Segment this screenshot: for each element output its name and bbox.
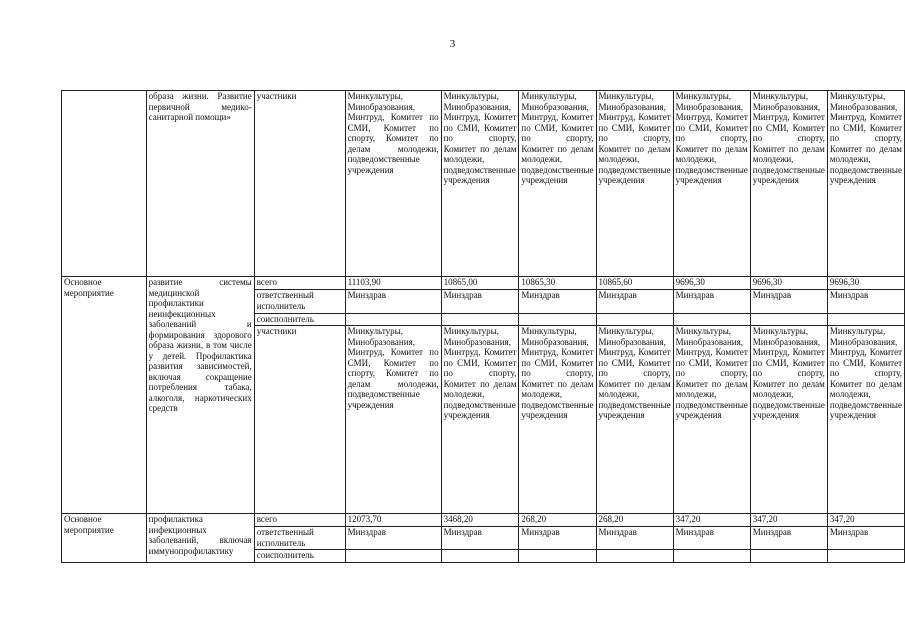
total-value-cell: 10865,00 [441, 277, 519, 290]
measure-description-cell: профилактика инфекционных заболеваний, включая иммунопрофилактику [146, 514, 254, 563]
empty-cell [827, 314, 904, 326]
empty-cell [519, 314, 596, 326]
participants-cell: Минкультуры, Минобразования, Минтруд, Комитет по СМИ, Комитет по спорту, Комитет по делам молодежи, подведомственные учреждения [596, 91, 673, 277]
table-row [62, 514, 905, 527]
empty-cell [441, 550, 519, 563]
measure-type-cell [62, 91, 147, 277]
role-label-cell: соисполнитель [254, 314, 345, 326]
measure-description-cell: образа жизни. Развитие первичной медико-санитарной помощи» [146, 91, 254, 277]
participants-cell: Минкультуры, Минобразования, Минтруд, Комитет по СМИ, Комитет по спорту, Комитет по делам молодежи, подведомственные учреждения [750, 91, 827, 277]
total-value-cell: 268,20 [519, 514, 596, 527]
empty-cell [345, 314, 441, 326]
table-row [62, 91, 905, 277]
responsible-cell: Минздрав [673, 290, 750, 314]
participants-cell: Минкультуры, Минобразования, Минтруд, Комитет по СМИ, Комитет по спорту, Комитет по делам молодежи, подведомственные учреждения [596, 326, 673, 514]
role-label-cell: ответственный исполнитель [254, 290, 345, 314]
responsible-cell: Минздрав [673, 527, 750, 550]
participants-cell: Минкультуры, Минобразования, Минтруд, Комитет по СМИ, Комитет по спорту, Комитет по делам молодежи, подведомственные учреждения [345, 91, 441, 277]
total-value-cell: 347,20 [827, 514, 904, 527]
participants-cell: Минкультуры, Минобразования, Минтруд, Комитет по СМИ, Комитет по спорту, Комитет по делам молодежи, подведомственные учреждения [750, 326, 827, 514]
total-value-cell: 9696,30 [750, 277, 827, 290]
responsible-cell: Минздрав [827, 527, 904, 550]
empty-cell [673, 550, 750, 563]
responsible-cell: Минздрав [827, 290, 904, 314]
participants-cell: Минкультуры, Минобразования, Минтруд, Комитет по СМИ, Комитет по спорту, Комитет по делам молодежи, подведомственные учреждения [673, 91, 750, 277]
empty-cell [596, 314, 673, 326]
participants-cell: Минкультуры, Минобразования, Минтруд, Комитет по СМИ, Комитет по спорту, Комитет по делам молодежи, подведомственные учреждения [345, 326, 441, 514]
responsible-cell: Минздрав [441, 527, 519, 550]
empty-cell [673, 314, 750, 326]
responsible-cell: Минздрав [596, 290, 673, 314]
total-value-cell: 10865,60 [596, 277, 673, 290]
responsible-cell: Минздрав [441, 290, 519, 314]
empty-cell [750, 550, 827, 563]
empty-cell [519, 550, 596, 563]
responsible-cell: Минздрав [519, 290, 596, 314]
responsible-cell: Минздрав [345, 290, 441, 314]
total-value-cell: 10865,30 [519, 277, 596, 290]
program-table [61, 90, 905, 563]
responsible-cell: Минздрав [519, 527, 596, 550]
participants-cell: Минкультуры, Минобразования, Минтруд, Комитет по СМИ, Комитет по спорту, Комитет по делам молодежи, подведомственные учреждения [441, 91, 519, 277]
page-number: 3 [449, 38, 456, 50]
empty-cell [441, 314, 519, 326]
role-label-cell: всего [254, 514, 345, 527]
role-label-cell: соисполнитель [254, 550, 345, 563]
total-value-cell: 268,20 [596, 514, 673, 527]
role-label-cell: участники [254, 326, 345, 514]
empty-cell [827, 550, 904, 563]
total-value-cell: 347,20 [673, 514, 750, 527]
participants-cell: Минкультуры, Минобразования, Минтруд, Комитет по СМИ, Комитет по спорту, Комитет по делам молодежи, подведомственные учреждения [519, 91, 596, 277]
role-label-cell: всего [254, 277, 345, 290]
responsible-cell: Минздрав [345, 527, 441, 550]
role-label-cell: участники [254, 91, 345, 277]
participants-cell: Минкультуры, Минобразования, Минтруд, Комитет по СМИ, Комитет по спорту, Комитет по делам молодежи, подведомственные учреждения [519, 326, 596, 514]
total-value-cell: 9696,30 [827, 277, 904, 290]
table-row [62, 277, 905, 290]
measure-type-cell: Основное мероприятие [62, 277, 147, 514]
total-value-cell: 11103,90 [345, 277, 441, 290]
participants-cell: Минкультуры, Минобразования, Минтруд, Комитет по СМИ, Комитет по спорту, Комитет по делам молодежи, подведомственные учреждения [827, 91, 904, 277]
measure-type-cell: Основное мероприятие [62, 514, 147, 563]
participants-cell: Минкультуры, Минобразования, Минтруд, Комитет по СМИ, Комитет по спорту, Комитет по делам молодежи, подведомственные учреждения [673, 326, 750, 514]
participants-cell: Минкультуры, Минобразования, Минтруд, Комитет по СМИ, Комитет по спорту, Комитет по делам молодежи, подведомственные учреждения [827, 326, 904, 514]
empty-cell [345, 550, 441, 563]
total-value-cell: 9696,30 [673, 277, 750, 290]
responsible-cell: Минздрав [750, 290, 827, 314]
empty-cell [596, 550, 673, 563]
responsible-cell: Минздрав [750, 527, 827, 550]
total-value-cell: 12073,70 [345, 514, 441, 527]
participants-cell: Минкультуры, Минобразования, Минтруд, Комитет по СМИ, Комитет по спорту, Комитет по делам молодежи, подведомственные учреждения [441, 326, 519, 514]
role-label-cell: ответственный исполнитель [254, 527, 345, 550]
total-value-cell: 3468,20 [441, 514, 519, 527]
total-value-cell: 347,20 [750, 514, 827, 527]
measure-description-cell: развитие системы медицинской профилактики неинфекционных заболеваний и формирования здорового образа жизни, в том числе у детей. Профилактика развития зависимостей, включая сокращение потребления табака, алкоголя, наркотических средств [146, 277, 254, 514]
empty-cell [750, 314, 827, 326]
responsible-cell: Минздрав [596, 527, 673, 550]
